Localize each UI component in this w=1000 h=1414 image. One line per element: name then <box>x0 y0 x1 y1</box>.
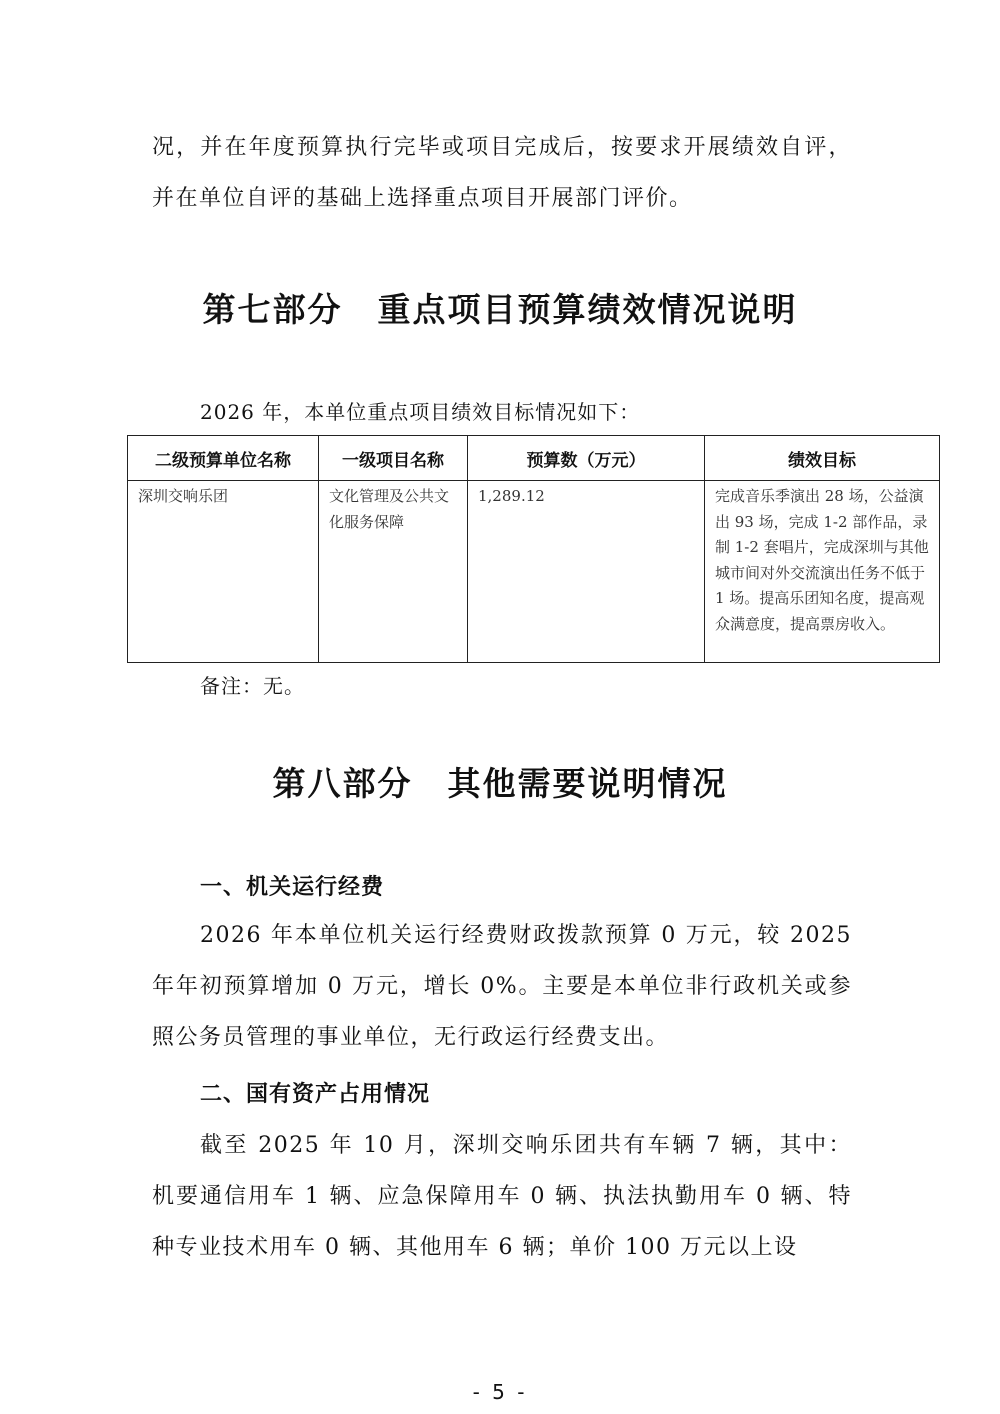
section-7-intro: 2026 年，本单位重点项目绩效目标情况如下： <box>200 400 641 424</box>
cell-unit-name: 深圳交响乐团 <box>128 481 319 663</box>
operating-costs-paragraph: 2026 年本单位机关运行经费财政拨款预算 0 万元，较 2025 年年初预算增加 0 万元，增长 0%。主要是本单位非行政机关或参照公务员管理的事业单位，无行政运行经费支出。 <box>152 923 852 1050</box>
subheading-state-assets: 二、国有资产占用情况 <box>200 1082 431 1107</box>
header-project-name: 一级项目名称 <box>319 436 468 481</box>
cell-project-name: 文化管理及公共文化服务保障 <box>319 481 468 663</box>
table-row <box>128 481 940 663</box>
section-7-title: 第七部分 重点项目预算绩效情况说明 <box>202 290 798 329</box>
header-unit-name: 二级预算单位名称 <box>128 436 319 481</box>
performance-table <box>127 435 940 663</box>
table-note: 备注：无。 <box>200 674 305 698</box>
cell-budget: 1,289.12 <box>468 481 705 663</box>
section-8-title: 第八部分 其他需要说明情况 <box>272 764 728 803</box>
page-number: - 5 - <box>472 1380 528 1404</box>
subheading-operating-costs: 一、机关运行经费 <box>200 875 385 900</box>
cell-performance-goal: 完成音乐季演出 28 场，公益演出 93 场，完成 1-2 部作品，录制 1-2 套唱片，完成深圳与其他城市间对外交流演出任务不低于 1 场。提高乐团知名度，提高观众满意度，提高票房收入。 <box>705 481 940 663</box>
header-budget: 预算数（万元） <box>468 436 705 481</box>
intro-paragraph: 况，并在年度预算执行完毕或项目完成后，按要求开展绩效自评，并在单位自评的基础上选择重点项目开展部门评价。 <box>152 135 852 211</box>
state-assets-paragraph: 截至 2025 年 10 月，深圳交响乐团共有车辆 7 辆，其中：机要通信用车 1 辆、应急保障用车 0 辆、执法执勤用车 0 辆、特种专业技术用车 0 辆、其他用车 6 辆；单价 100 万元以上设 <box>152 1133 852 1260</box>
header-performance-goal: 绩效目标 <box>705 436 940 481</box>
table-header-row <box>128 436 940 481</box>
